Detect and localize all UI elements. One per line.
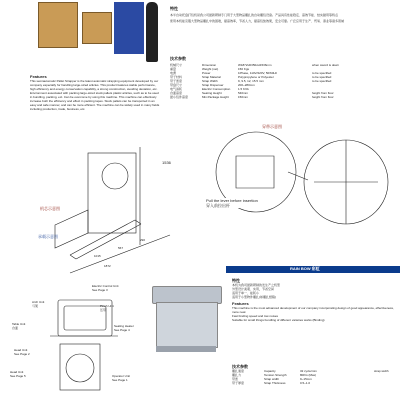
part-label: Head Unit See Page 5 — [10, 370, 26, 378]
spec-row: 捆扎力 Tension Strength 80KG (Max) — [232, 373, 317, 377]
spec-row: 带子厚度 Strap Thickness 0.5~1.0 — [232, 381, 311, 385]
rainbow-brand-bar — [226, 266, 400, 273]
features-title-cn: 特性 — [170, 6, 178, 11]
dim-height: 1536 — [162, 160, 171, 165]
strap-callout-diagram — [196, 122, 400, 257]
features-en-block — [30, 74, 160, 111]
machine-photo — [114, 2, 144, 54]
part-label: Electric Control Unit See Page 3 — [92, 284, 119, 292]
part-label: Head Unit See Page 2 — [14, 348, 30, 356]
crate-photo-small — [82, 12, 112, 44]
feature-bullet: 本半自动托盘打包机是我公司最新研制专门用于大型物品捆扎的自动捆包设备。产品具有性能稳定、高效节能、结实耐用等特点 — [170, 13, 339, 17]
machine-body — [156, 302, 218, 348]
spec-row: 带宽 Strap width 9~15mm — [232, 377, 312, 381]
rainbow-machine-photo — [148, 282, 224, 360]
part-label: Table Unit 台面 — [12, 322, 26, 330]
spec-row: 带子材料 Strap Material Polypropylene or Polyester to be specified — [170, 75, 332, 79]
rainbow-feature: This machine is the most advanced development of our company incorporating design of good appearance, effectiveness, more neat — [232, 306, 394, 314]
feature-bullet: 使用本机能克服大型物品捆扎中的困难，提高效率，节省人力，提高包装效果，安全可靠。广泛应用于生产、贸易、商业等诸多领域 — [170, 19, 345, 23]
label-base: 承载示意图 — [38, 234, 58, 239]
features-text: This semiautomatic Pallet Strapper is the latest automatic strapping equipment developed by our company especially for handling large-sized articles. This product features stable performance, high efficiency and energy conservation capability, a strong construction, avoiding deviation, etc. Environment associated with packing large-sized stuck pallets plastic articles, such as to be used in bundling, packing, ect. Can be overcome by using this machine. This machine can effectively increase both the efficiency and effect in packing tapes. Stuck pallets can be transported in an easy and safe manner, and can be more efficient. The machine can be widely used in many fields including production, trade, business, etc. — [30, 79, 160, 111]
dim-1015: 1015 — [94, 254, 101, 258]
dim-290: 290 — [140, 238, 146, 242]
lever-note-cn: 穿入前拉出杆 — [206, 203, 230, 208]
rainbow-bullet: 本机为我司最新研制的发生产之机型 — [232, 283, 281, 287]
features-title: Features — [30, 74, 47, 79]
rainbow-spec-title: 技术参数 — [232, 364, 248, 369]
part-label: Pinch Unit 压带 — [100, 304, 114, 312]
dim-567: 567 — [118, 246, 124, 250]
lever-note — [206, 198, 264, 208]
rainbow-bullet: 适用于单一、能耗小 — [232, 291, 260, 295]
rainbow-features-title: Features — [232, 301, 249, 306]
rainbow-feature: Suitable for small things bundling of different varieties works (Binding) — [232, 318, 325, 322]
spec-table — [170, 56, 396, 99]
crate-photo — [38, 2, 78, 48]
top-right-description — [170, 0, 400, 23]
brand-cn: 彩虹 — [311, 266, 320, 271]
spec-row: 台面高度 Seating Height 540mm height from floor — [170, 91, 334, 95]
operator-figure — [146, 2, 158, 62]
rainbow-bullet: 外型设计美观、实用，节省空间 — [232, 287, 275, 291]
strapping-machine-diagram — [30, 288, 140, 400]
spec-title: 技术参数 — [170, 56, 186, 61]
product-photo-area — [30, 0, 158, 70]
dim-1872: 1872 — [104, 264, 111, 268]
part-label: Arch Unit 弓架 — [32, 300, 45, 308]
rainbow-feature: Fast binding speed and low noises — [232, 314, 279, 318]
brand-en: RAIN BOW — [290, 266, 311, 271]
spec-row: 电气消耗 Electric Consumption 1.5 KVA — [170, 87, 249, 91]
spec-row: 最小包件高度 Min.Package Height 150mm height from floor — [170, 95, 334, 99]
part-label: Operator Unit See Page 1 — [112, 374, 131, 382]
rainbow-bullet: 适用于小型物件捆扎(如捆扎纸箱) — [232, 295, 276, 299]
spec-row: 电源 Power 1Phase, 110V/220V, 50/60Hz to be specified — [170, 71, 332, 75]
bottom-left-diagram — [30, 288, 140, 400]
rainbow-spec-table — [232, 364, 398, 385]
spec-row: 捆扎速度 Capacity 32 cycle/min strap width — [232, 369, 389, 373]
lever-note-en: Pull the lever before insertion — [206, 198, 258, 203]
spec-row: 带子宽度 Strap Width 9, 9.5, 12, 15.5 mm to be specified — [170, 79, 332, 83]
rainbow-title-cn: 特性 — [232, 278, 240, 283]
spec-row: 机械尺寸 Dimension W1872xD350xH1536mm when sword is down — [170, 63, 340, 67]
spec-row: 带盘尺寸 Strap Dispenser 200~280mm — [170, 83, 255, 87]
machine-base — [156, 346, 216, 352]
part-label: Sealing Heater See Page 4 — [114, 324, 134, 332]
callout-title: 穿带示意图 — [262, 124, 282, 129]
spec-row: 重量 Weight (net) 150 Kgs — [170, 67, 250, 71]
label-arm: 机芯示意图 — [40, 206, 60, 211]
rainbow-description — [232, 278, 398, 322]
